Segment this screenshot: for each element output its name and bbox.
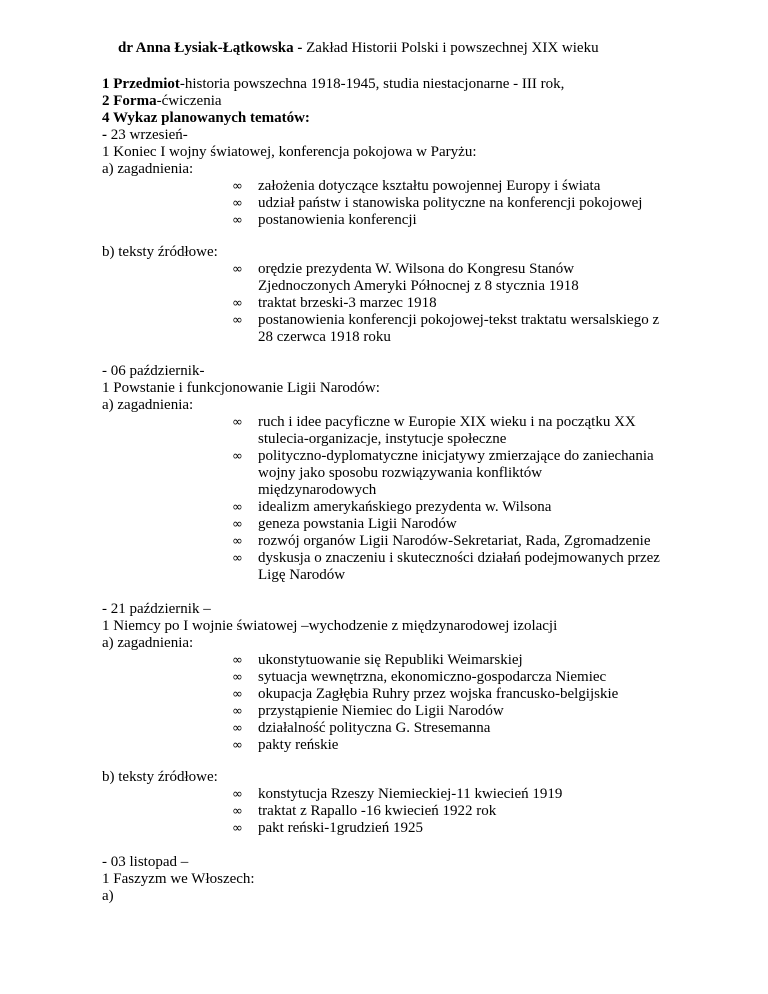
author-name: dr Anna Łysiak-Łątkowska - (118, 40, 307, 56)
date-text: 23 wrzesień- (110, 127, 188, 143)
section-3-sources-label: b) teksty źródłowe: (102, 769, 218, 785)
section-2-issues-label: a) zagadnienia: (102, 397, 194, 413)
bullet-icon: ∞ (232, 687, 243, 702)
bullet-icon: ∞ (232, 500, 243, 515)
bullet-icon: ∞ (232, 704, 243, 719)
bullet-icon: ∞ (232, 296, 243, 311)
list-item: idealizm amerykańskiego prezydenta w. Wilsona (258, 499, 552, 515)
subject-value: -historia powszechna 1918-1945, studia niestacjonarne - III rok, (179, 76, 565, 92)
list-item: konstytucja Rzeszy Niemieckiej-11 kwiecień 1919 (258, 786, 563, 802)
list-item-continuation: 28 czerwca 1918 roku (258, 329, 391, 345)
list-item-continuation: wojny jako sposobu rozwiązywania konfliktów (258, 465, 543, 481)
section-3-date: - 21 październik – (102, 601, 211, 617)
subject-line (102, 76, 564, 93)
bullet-icon: ∞ (232, 653, 243, 668)
section-2-title: 1 Powstanie i funkcjonowanie Ligii Narodów: (102, 380, 380, 396)
bullet-icon: ∞ (232, 313, 243, 328)
list-item: pakty reńskie (258, 737, 339, 753)
list-item: polityczno-dyplomatyczne inicjatywy zmierzające do zaniechania (258, 448, 654, 464)
list-item: założenia dotyczące kształtu powojennej Europy i świata (258, 178, 601, 194)
list-item: udział państw i stanowiska polityczne na konferencji pokojowej (258, 195, 643, 211)
document-header (118, 40, 599, 57)
topics-label: 4 Wykaz planowanych tematów: (102, 110, 310, 126)
section-1-date (102, 127, 188, 144)
bullet-icon: ∞ (232, 738, 243, 753)
bullet-icon: ∞ (232, 787, 243, 802)
institute-name: Zakład Historii Polski i powszechnej XIX wieku (306, 40, 599, 56)
list-item: ruch i idee pacyficzne w Europie XIX wieku i na początku XX (258, 414, 636, 430)
list-item: przystąpienie Niemiec do Ligii Narodów (258, 703, 504, 719)
bullet-icon: ∞ (232, 179, 243, 194)
bullet-icon: ∞ (232, 196, 243, 211)
bullet-icon: ∞ (232, 551, 243, 566)
section-1-title: 1 Koniec I wojny światowej, konferencja pokojowa w Paryżu: (102, 144, 477, 160)
bullet-icon: ∞ (232, 804, 243, 819)
date-dash: - (102, 127, 111, 143)
list-item: geneza powstania Ligii Narodów (258, 516, 457, 532)
list-item: rozwój organów Ligii Narodów-Sekretariat, Rada, Zgromadzenie (258, 533, 651, 549)
list-item: postanowienia konferencji pokojowej-tekst traktatu wersalskiego z (258, 312, 660, 328)
section-1-issues-label: a) zagadnienia: (102, 161, 194, 177)
list-item: postanowienia konferencji (258, 212, 417, 228)
list-item-continuation: międzynarodowych (258, 482, 377, 498)
list-item: traktat brzeski-3 marzec 1918 (258, 295, 437, 311)
bullet-icon: ∞ (232, 415, 243, 430)
section-4-issues-label: a) (102, 888, 114, 904)
bullet-icon: ∞ (232, 517, 243, 532)
list-item: ukonstytuowanie się Republiki Weimarskiej (258, 652, 523, 668)
list-item: traktat z Rapallo -16 kwiecień 1922 rok (258, 803, 497, 819)
bullet-icon: ∞ (232, 670, 243, 685)
list-item: działalność polityczna G. Stresemanna (258, 720, 491, 736)
subject-label: 1 Przedmiot (102, 76, 180, 92)
list-item-continuation: Zjednoczonych Ameryki Północnej z 8 stycznia 1918 (258, 278, 579, 294)
section-3-title: 1 Niemcy po I wojnie światowej –wychodzenie z międzynarodowej izolacji (102, 618, 558, 634)
bullet-icon: ∞ (232, 534, 243, 549)
bullet-icon: ∞ (232, 213, 243, 228)
section-4-date: - 03 listopad – (102, 854, 189, 870)
form-line (102, 93, 222, 110)
topics-heading (102, 110, 310, 127)
list-item: orędzie prezydenta W. Wilsona do Kongresu Stanów (258, 261, 575, 277)
bullet-icon: ∞ (232, 262, 243, 277)
section-4-title: 1 Faszyzm we Włoszech: (102, 871, 255, 887)
form-value: -ćwiczenia (156, 93, 222, 109)
bullet-icon: ∞ (232, 449, 243, 464)
form-label: 2 Forma (102, 93, 157, 109)
section-1-sources-label: b) teksty źródłowe: (102, 244, 218, 260)
section-3-issues-label: a) zagadnienia: (102, 635, 194, 651)
list-item-continuation: Ligę Narodów (258, 567, 346, 583)
section-2-date: - 06 październik- (102, 363, 205, 379)
bullet-icon: ∞ (232, 721, 243, 736)
list-item: pakt reński-1grudzień 1925 (258, 820, 423, 836)
list-item: okupacja Zagłębia Ruhry przez wojska francusko-belgijskie (258, 686, 619, 702)
list-item-continuation: stulecia-organizacje, instytucje społeczne (258, 431, 507, 447)
list-item: sytuacja wewnętrzna, ekonomiczno-gospodarcza Niemiec (258, 669, 607, 685)
bullet-icon: ∞ (232, 821, 243, 836)
list-item: dyskusja o znaczeniu i skuteczności działań podejmowanych przez (258, 550, 660, 566)
